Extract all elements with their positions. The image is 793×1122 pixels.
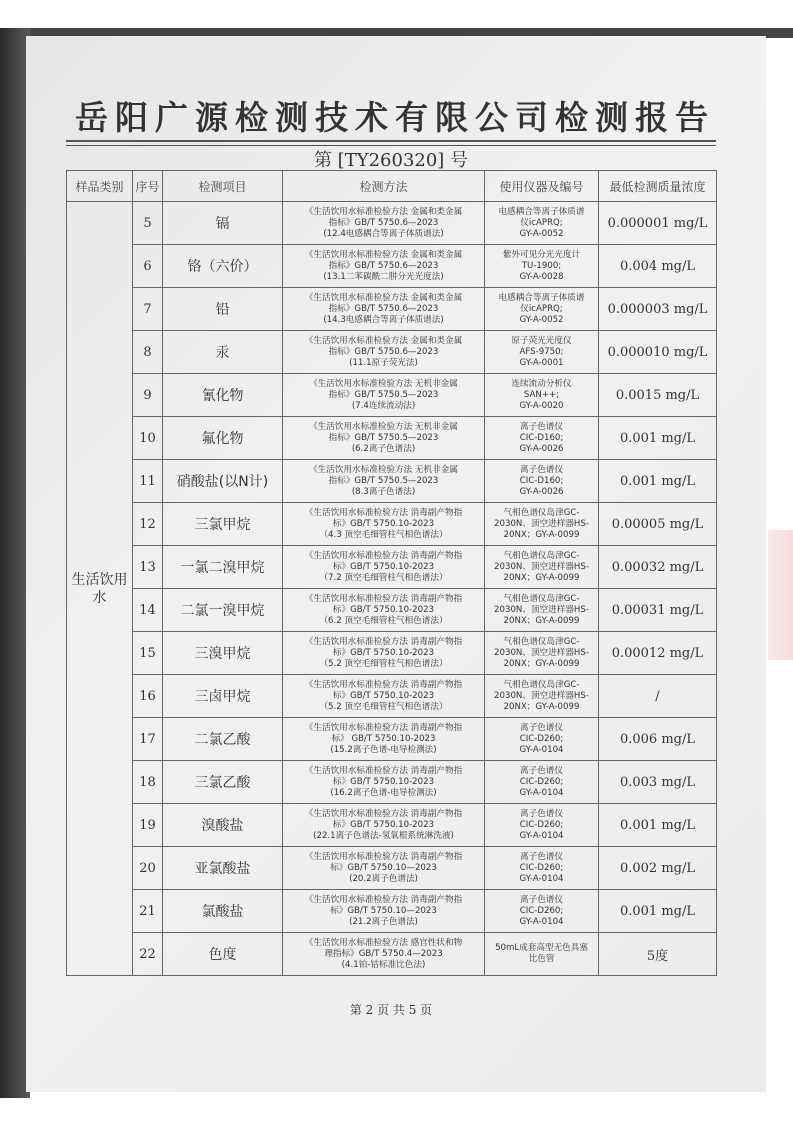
table-row (67, 503, 717, 546)
instrument-cell (485, 417, 599, 460)
instrument-line: 20NX；GY-A-0099 (503, 701, 580, 712)
detection-limit-cell: 0.00012 mg/L (599, 632, 717, 675)
test-method-cell (283, 460, 485, 503)
seq-cell: 18 (133, 761, 163, 804)
table-row (67, 288, 717, 331)
report-number: 第 [TY260320] 号 (313, 150, 469, 171)
method-line: 《生活饮用水标准检验方法 消毒副产物指 (304, 550, 463, 561)
method-line: 《生活饮用水标准检验方法 金属和类金属 (304, 292, 463, 303)
test-method-cell (283, 503, 485, 546)
test-items-table (66, 170, 717, 976)
table-row (67, 374, 717, 417)
test-method-cell (283, 933, 485, 976)
instrument-line: CIC-D160; (519, 475, 564, 486)
test-item-cell: 亚氯酸盐 (163, 847, 283, 890)
instrument-line: 50mL成套高型无色具塞 (495, 943, 588, 953)
test-item-cell: 二氯一溴甲烷 (163, 589, 283, 632)
seq-cell: 8 (133, 331, 163, 374)
instrument-line: 气相色谱仪岛津GC- (503, 636, 580, 647)
instrument-cell (485, 202, 599, 245)
table-row (67, 761, 717, 804)
method-line: 指标》GB/T 5750.6—2023 (328, 346, 439, 357)
instrument-line: 20NX；GY-A-0099 (503, 529, 580, 540)
test-item-cell: 二氯乙酸 (163, 718, 283, 761)
instrument-cell (485, 546, 599, 589)
instrument-line: 2030N、顶空进样器HS- (494, 518, 589, 529)
instrument-line: 气相色谱仪岛津GC- (503, 550, 580, 561)
seq-cell: 9 (133, 374, 163, 417)
instrument-line: 电感耦合等离子体质谱 (498, 206, 585, 217)
seq-cell: 20 (133, 847, 163, 890)
seq-cell: 11 (133, 460, 163, 503)
method-line: （7.2 顶空毛细管柱气相色谱法） (319, 572, 448, 583)
method-line: 指标》GB/T 5750.5—2023 (328, 389, 439, 400)
method-line: 《生活饮用水标准检验方法 无机非金属 (309, 464, 458, 475)
method-line: 标》GB/T 5750.10-2023 (332, 690, 435, 701)
method-line: (11.1原子荧光法) (349, 357, 418, 368)
method-line: 标》GB/T 5750.10-2023 (332, 647, 435, 658)
table-row (67, 417, 717, 460)
test-method-cell (283, 331, 485, 374)
instrument-cell (485, 761, 599, 804)
instrument-line: 比色管 (528, 954, 555, 964)
instrument-line: 离子色谱仪 (520, 421, 563, 432)
table-row (67, 331, 717, 374)
table-row (67, 890, 717, 933)
instrument-line: GY-A-0104 (519, 830, 564, 841)
instrument-line: 离子色谱仪 (520, 464, 563, 475)
method-line: (21.2离子色谱法) (349, 916, 418, 927)
method-line: 《生活饮用水标准检验方法 金属和类金属 (304, 335, 463, 346)
method-line: 标》GB/T 5750.10-2023 (332, 518, 435, 529)
seq-cell: 6 (133, 245, 163, 288)
method-line: （5.2 顶空毛细管柱气相色谱法） (319, 701, 448, 712)
detection-limit-cell: 0.001 mg/L (599, 460, 717, 503)
method-line: （5.2 顶空毛细管柱气相色谱法） (319, 658, 448, 669)
test-method-cell (283, 847, 485, 890)
test-method-cell (283, 632, 485, 675)
instrument-line: 气相色谱仪岛津GC- (503, 679, 580, 690)
method-line: (15.2离子色谱-电导检测法) (330, 744, 437, 755)
method-line: 标》GB/T 5750.10—2023 (330, 862, 437, 873)
instrument-line: 离子色谱仪 (520, 894, 563, 905)
test-item-cell: 铅 (163, 288, 283, 331)
instrument-cell (485, 245, 599, 288)
seq-cell: 22 (133, 933, 163, 976)
method-line: （6.2 顶空毛细管柱气相色谱法） (319, 615, 448, 626)
method-line: 指标》GB/T 5750.6—2023 (328, 217, 439, 228)
instrument-cell (485, 374, 599, 417)
method-line: 《生活饮用水标准检验方法 消毒副产物指 (304, 679, 463, 690)
seq-cell: 10 (133, 417, 163, 460)
instrument-cell (485, 503, 599, 546)
header-item: 检测项目 (163, 171, 283, 202)
instrument-line: GY-A-0028 (519, 271, 564, 282)
detection-limit-cell: 0.004 mg/L (599, 245, 717, 288)
instrument-cell (485, 460, 599, 503)
test-method-cell (283, 804, 485, 847)
instrument-line: AFS-9750; (519, 346, 564, 357)
table-row (67, 847, 717, 890)
seq-cell: 5 (133, 202, 163, 245)
detection-limit-cell: 0.002 mg/L (599, 847, 717, 890)
seq-cell: 14 (133, 589, 163, 632)
method-line: 指标》GB/T 5750.6—2023 (328, 260, 439, 271)
header-seq: 序号 (133, 171, 163, 202)
seq-cell: 13 (133, 546, 163, 589)
seq-cell: 12 (133, 503, 163, 546)
instrument-line: GY-A-0104 (519, 787, 564, 798)
test-item-cell: 色度 (163, 933, 283, 976)
seq-cell: 15 (133, 632, 163, 675)
test-item-cell: 氟化物 (163, 417, 283, 460)
method-line: (13.1二苯碳酰二肼分光光度法) (323, 271, 444, 282)
instrument-line: GY-A-0052 (519, 228, 564, 239)
test-method-cell (283, 245, 485, 288)
detection-limit-cell: 0.003 mg/L (599, 761, 717, 804)
detection-limit-cell: 0.006 mg/L (599, 718, 717, 761)
sample-category-cell (67, 202, 133, 976)
test-item-cell: 溴酸盐 (163, 804, 283, 847)
method-line: （4.3 顶空毛细管柱气相色谱法） (319, 529, 448, 540)
detection-limit-cell: 0.001 mg/L (599, 804, 717, 847)
instrument-line: 仪icAPRQ; (520, 217, 563, 228)
instrument-line: 电感耦合等离子体质谱 (498, 292, 585, 303)
test-method-cell (283, 202, 485, 245)
instrument-line: 紫外可见分光光度计 (502, 249, 581, 260)
table-header-row (67, 171, 717, 202)
instrument-line: 2030N、顶空进样器HS- (494, 647, 589, 658)
instrument-line: 20NX；GY-A-0099 (503, 615, 580, 626)
test-item-cell: 氯酸盐 (163, 890, 283, 933)
instrument-line: CIC-D260; (519, 733, 564, 744)
instrument-cell (485, 933, 599, 976)
method-line: 指标》GB/T 5750.5—2023 (328, 432, 439, 443)
table-row (67, 718, 717, 761)
method-line: 指标》GB/T 5750.5—2023 (328, 475, 439, 486)
instrument-line: GY-A-0026 (519, 443, 564, 454)
test-method-cell (283, 374, 485, 417)
test-item-cell: 三氯乙酸 (163, 761, 283, 804)
instrument-line: 离子色谱仪 (520, 808, 563, 819)
instrument-line: 气相色谱仪岛津GC- (503, 593, 580, 604)
test-method-cell (283, 288, 485, 331)
method-line: (12.4电感耦合等离子体质谱法) (323, 228, 444, 239)
test-method-cell (283, 675, 485, 718)
method-line: (7.4连续流动法) (351, 400, 416, 411)
method-line: 标》 GB/T 5750.10-2023 (331, 733, 436, 744)
method-line: 《生活饮用水标准检验方法 消毒副产物指 (304, 851, 463, 862)
method-line: 标》GB/T 5750.10—2023 (330, 905, 437, 916)
method-line: 《生活饮用水标准检验方法 消毒副产物指 (304, 894, 463, 905)
header-category: 样品类别 (67, 171, 133, 202)
instrument-line: 原子荧光光度仪 (511, 335, 572, 346)
seal-bleed-through (768, 530, 793, 660)
test-method-cell (283, 417, 485, 460)
instrument-line: CIC-D260; (519, 905, 564, 916)
method-line: 《生活饮用水标准检验方法 消毒副产物指 (304, 636, 463, 647)
method-line: 标》GB/T 5750.10-2023 (332, 604, 435, 615)
method-line: 指标》GB/T 5750.6—2023 (328, 303, 439, 314)
instrument-line: 2030N、顶空进样器HS- (494, 690, 589, 701)
table-row (67, 804, 717, 847)
method-line: (14.3电感耦合等离子体质谱法) (323, 314, 444, 325)
instrument-line: TU-1900; (521, 260, 562, 271)
table-row (67, 589, 717, 632)
instrument-line: 20NX；GY-A-0099 (503, 658, 580, 669)
table-row (67, 202, 717, 245)
instrument-cell (485, 718, 599, 761)
method-line: 《生活饮用水标准检验方法 消毒副产物指 (304, 507, 463, 518)
detection-limit-cell: 0.0015 mg/L (599, 374, 717, 417)
test-item-cell: 汞 (163, 331, 283, 374)
instrument-cell (485, 804, 599, 847)
instrument-line: 2030N、顶空进样器HS- (494, 604, 589, 615)
test-method-cell (283, 589, 485, 632)
method-line: 标》GB/T 5750.10-2023 (332, 819, 435, 830)
test-item-cell: 三溴甲烷 (163, 632, 283, 675)
test-item-cell: 一氯二溴甲烷 (163, 546, 283, 589)
method-line: (8.3离子色谱法) (351, 486, 416, 497)
table-row (67, 546, 717, 589)
table-row (67, 675, 717, 718)
instrument-line: 气相色谱仪岛津GC- (503, 507, 580, 518)
instrument-line: CIC-D160; (519, 432, 564, 443)
instrument-line: 2030N、顶空进样器HS- (494, 561, 589, 572)
method-line: 《生活饮用水标准检验方法 金属和类金属 (304, 249, 463, 260)
instrument-cell (485, 675, 599, 718)
table-row (67, 933, 717, 976)
method-line: (20.2离子色谱法) (349, 873, 418, 884)
page-footer: 第 2 页 共 5 页 (349, 1003, 433, 1017)
method-line: 理指标》GB/T 5750.4—2023 (324, 948, 443, 959)
test-item-cell: 镉 (163, 202, 283, 245)
test-item-cell: 硝酸盐(以N计) (163, 460, 283, 503)
test-method-cell (283, 546, 485, 589)
instrument-cell (485, 847, 599, 890)
method-line: 《生活饮用水标准检验方法 感官性状和物 (304, 937, 463, 948)
method-line: 《生活饮用水标准检验方法 消毒副产物指 (304, 722, 463, 733)
instrument-line: GY-A-0104 (519, 916, 564, 927)
instrument-line: 仪icAPRQ; (520, 303, 563, 314)
method-line: 《生活饮用水标准检验方法 无机非金属 (309, 378, 458, 389)
detection-limit-cell: 0.001 mg/L (599, 890, 717, 933)
instrument-line: GY-A-0001 (519, 357, 564, 368)
instrument-line: GY-A-0104 (519, 873, 564, 884)
table-body (67, 202, 717, 976)
table-row (67, 460, 717, 503)
method-line: 《生活饮用水标准检验方法 消毒副产物指 (304, 808, 463, 819)
category-line: 生活饮用 (71, 571, 128, 588)
header-instrument: 使用仪器及编号 (485, 171, 599, 202)
seq-cell: 17 (133, 718, 163, 761)
detection-limit-cell: 0.000010 mg/L (599, 331, 717, 374)
detection-limit-cell: 0.00005 mg/L (599, 503, 717, 546)
instrument-line: 离子色谱仪 (520, 851, 563, 862)
seq-cell: 7 (133, 288, 163, 331)
seq-cell: 19 (133, 804, 163, 847)
instrument-cell (485, 890, 599, 933)
table-row (67, 632, 717, 675)
header-limit: 最低检测质量浓度 (599, 171, 717, 202)
instrument-line: 连续流动分析仪 (511, 378, 572, 389)
instrument-line: SAN++; (523, 389, 560, 400)
method-line: 《生活饮用水标准检验方法 消毒副产物指 (304, 765, 463, 776)
instrument-line: 离子色谱仪 (520, 722, 563, 733)
detection-limit-cell: 0.000003 mg/L (599, 288, 717, 331)
method-line: 《生活饮用水标准检验方法 金属和类金属 (304, 206, 463, 217)
instrument-cell (485, 331, 599, 374)
instrument-line: GY-A-0020 (519, 400, 564, 411)
method-line: 标》GB/T 5750.10-2023 (332, 776, 435, 787)
instrument-line: CIC-D260; (519, 776, 564, 787)
seq-cell: 21 (133, 890, 163, 933)
method-line: 《生活饮用水标准检验方法 无机非金属 (309, 421, 458, 432)
detection-limit-cell: 0.00031 mg/L (599, 589, 717, 632)
detection-limit-cell: 5度 (599, 933, 717, 976)
instrument-line: GY-A-0104 (519, 744, 564, 755)
method-line: (6.2离子色谱法) (351, 443, 416, 454)
detection-limit-cell: / (599, 675, 717, 718)
instrument-line: 20NX；GY-A-0099 (503, 572, 580, 583)
test-item-cell: 三卤甲烷 (163, 675, 283, 718)
instrument-line: GY-A-0052 (519, 314, 564, 325)
instrument-cell (485, 632, 599, 675)
instrument-line: CIC-D260; (519, 819, 564, 830)
category-line: 水 (92, 589, 107, 606)
method-line: 《生活饮用水标准检验方法 消毒副产物指 (304, 593, 463, 604)
test-method-cell (283, 890, 485, 933)
method-line: (22.1离子色谱法-氢氧根系统淋洗液) (313, 830, 454, 841)
instrument-cell (485, 589, 599, 632)
test-item-cell: 三氯甲烷 (163, 503, 283, 546)
method-line: (4.1铂-钴标准比色法) (341, 959, 426, 970)
instrument-line: CIC-D260; (519, 862, 564, 873)
instrument-line: GY-A-0026 (519, 486, 564, 497)
detection-limit-cell: 0.000001 mg/L (599, 202, 717, 245)
instrument-line: 离子色谱仪 (520, 765, 563, 776)
test-method-cell (283, 761, 485, 804)
report-title: 岳阳广源检测技术有限公司检测报告 (75, 98, 715, 137)
method-line: 标》GB/T 5750.10-2023 (332, 561, 435, 572)
table-row (67, 245, 717, 288)
method-line: (16.2离子色谱-电导检测法) (330, 787, 437, 798)
header-method: 检测方法 (283, 171, 485, 202)
test-method-cell (283, 718, 485, 761)
test-item-cell: 铬（六价） (163, 245, 283, 288)
seq-cell: 16 (133, 675, 163, 718)
instrument-cell (485, 288, 599, 331)
test-item-cell: 氰化物 (163, 374, 283, 417)
detection-limit-cell: 0.001 mg/L (599, 417, 717, 460)
detection-limit-cell: 0.00032 mg/L (599, 546, 717, 589)
